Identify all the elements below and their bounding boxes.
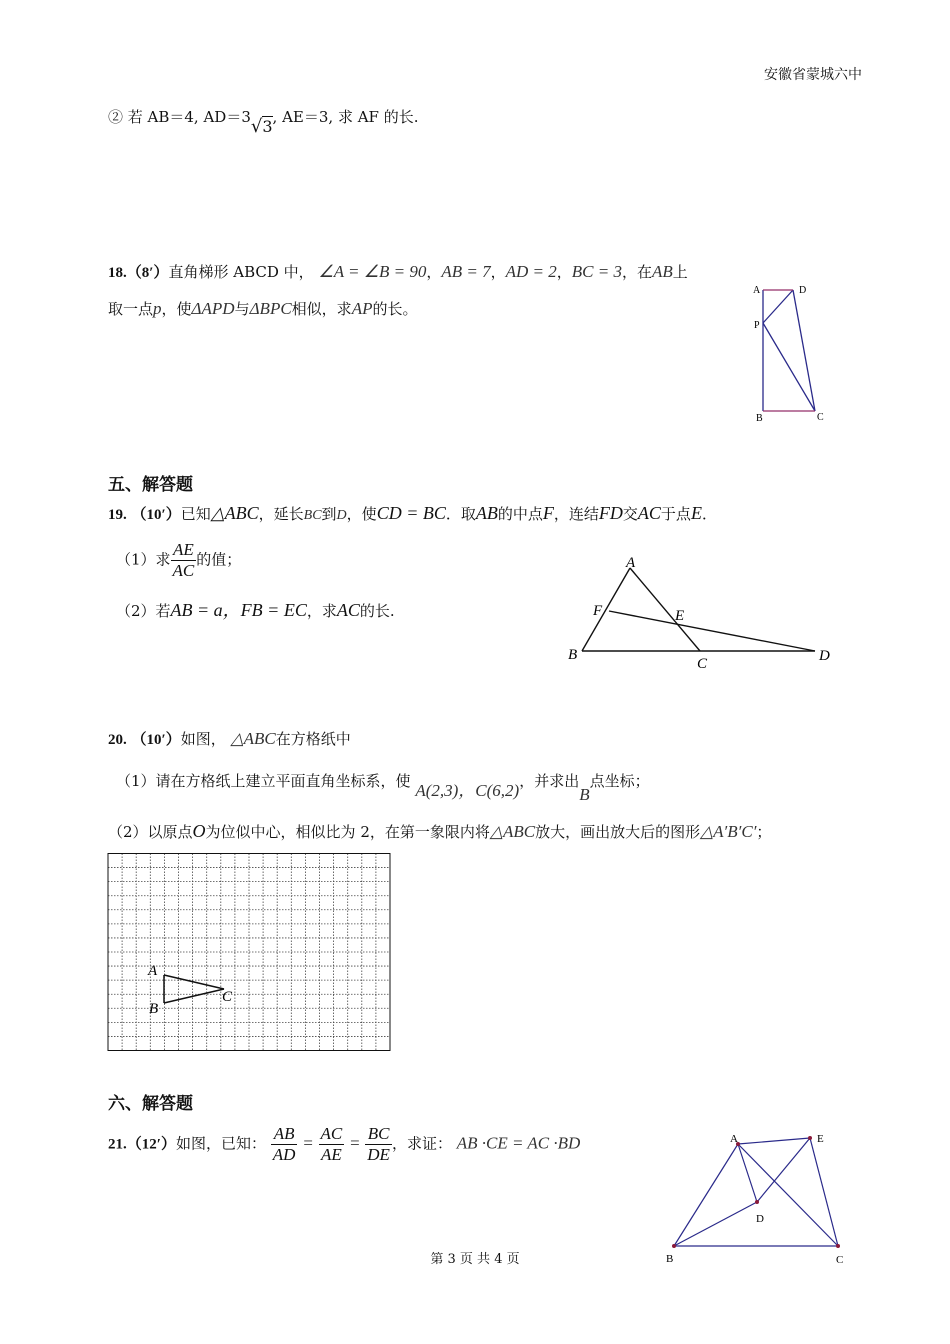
q18-tri1: ΔAPD — [191, 299, 235, 318]
q20-line1 — [108, 728, 351, 749]
q20-p2-o: O — [192, 821, 206, 841]
label-d: D — [799, 285, 807, 296]
q20-tri: △ABC — [230, 729, 276, 748]
q18-similar: 相似，求 — [291, 300, 352, 318]
label-a: A — [626, 555, 636, 571]
school-header: 安徽省蒙城六中 — [764, 67, 862, 83]
q18-text: 直角梯形 ABCD 中， — [168, 263, 314, 281]
q19-extend: ，延长 — [258, 505, 304, 523]
q17-part2 — [108, 106, 419, 137]
q18-number: 18. — [108, 265, 127, 281]
section-5-title: 五、解答题 — [108, 475, 193, 495]
q19-bc: BC — [303, 508, 322, 523]
q20-part2 — [108, 821, 771, 842]
q20-p1-suffix: 点坐标； — [589, 772, 650, 790]
label-c: C — [697, 656, 708, 672]
q19-at-point: 于点 — [660, 505, 691, 523]
q21-eq2: = — [349, 1133, 361, 1153]
q19-make: ，使 — [346, 505, 377, 523]
q21-frac3-den: DE — [367, 1145, 390, 1164]
label-b: B — [666, 1253, 674, 1265]
label-a: A — [753, 285, 761, 296]
q20-grid-figure — [106, 852, 396, 1054]
q18-figure — [745, 280, 835, 430]
q19-p2-prefix: （2）若 — [116, 602, 171, 620]
q19-f: F — [542, 503, 554, 523]
q19-fd: FD — [598, 503, 623, 523]
label-c: C — [222, 989, 233, 1005]
q21-text: 如图，已知： — [175, 1134, 266, 1153]
q18-ab: AB = 7 — [441, 262, 491, 281]
q19-known: 已知 — [180, 505, 211, 523]
q20-p2-mid: 为位似中心，相似比为 2，在第一象限内将 — [205, 823, 490, 841]
q18-line1: 18.（8′）直角梯形 ABCD 中， ∠A = ∠B = 90，AB = 7，AD = 2，BC = 3，在AB上 — [108, 262, 688, 281]
q19-fraction — [171, 540, 197, 581]
segment-ec — [810, 1138, 838, 1246]
segment-pd — [763, 290, 793, 323]
label-c: C — [836, 1254, 844, 1266]
q19-midpoint: 的中点 — [497, 505, 543, 523]
segment-ab — [674, 1144, 738, 1246]
q21-line — [108, 1124, 580, 1165]
q20-p2-tri: △ABC — [489, 822, 536, 841]
q21-eq1: = — [302, 1133, 314, 1153]
q18-p: p — [153, 299, 162, 318]
q17-prefix: ② 若 AB＝4, AD＝3 — [108, 108, 251, 126]
point-e — [808, 1136, 812, 1140]
segment-fd — [609, 611, 815, 651]
label-b: B — [756, 413, 763, 424]
q18-on-suffix: 上 — [672, 263, 688, 281]
q18-ad: AD = 2 — [505, 262, 557, 281]
q17-suffix: , AE＝3, 求 AF 的长. — [272, 108, 419, 126]
label-p: P — [754, 320, 760, 331]
q21-frac1 — [271, 1124, 298, 1165]
segment-bd — [674, 1202, 757, 1246]
q18-tail: 的长。 — [372, 300, 418, 318]
q18-with: 与 — [234, 300, 250, 318]
page-footer: 第 3 页 共 4 页 — [430, 1252, 520, 1267]
q20-text: 如图， — [180, 730, 226, 748]
label-a: A — [730, 1133, 738, 1145]
q18-line2-b: ，使 — [161, 300, 192, 318]
label-b: B — [149, 1001, 159, 1017]
q18-on-ab: AB — [652, 262, 673, 281]
q18-on-prefix: 在 — [637, 263, 653, 281]
q20-score: （10′） — [131, 732, 181, 748]
segment-ae — [738, 1138, 810, 1144]
q18-line2-a: 取一点 — [108, 300, 154, 318]
q19-part2 — [116, 596, 395, 622]
q18-bc: BC = 3 — [571, 262, 622, 281]
q20-p1-prefix: （1）请在方格纸上建立平面直角坐标系，使 — [116, 772, 411, 790]
q19-p1-suffix: 的值； — [196, 550, 242, 569]
segment-ac — [630, 568, 700, 651]
q19-figure — [560, 552, 850, 672]
q19-frac-num: AE — [171, 540, 197, 561]
q20-p1-coords: A(2,3)，C(6,2) — [415, 781, 520, 800]
q21-claim: AB ·CE = AC ·BD — [456, 1133, 581, 1153]
q19-e: E — [690, 503, 702, 523]
q20-p2-tri2: △A′B′C′ — [700, 822, 757, 841]
q21-prove: ，求证： — [391, 1134, 452, 1153]
q19-p2-ac: AC — [336, 600, 360, 620]
segment-ad — [738, 1144, 757, 1202]
segment-ab — [582, 568, 630, 651]
q20-p2-end: ； — [756, 823, 772, 841]
label-d: D — [819, 648, 830, 664]
label-d: D — [756, 1213, 764, 1225]
q21-frac3 — [365, 1124, 392, 1165]
q19-p1-prefix: （1）求 — [116, 550, 171, 569]
segment-ed — [757, 1138, 810, 1202]
q18-line2 — [108, 298, 417, 319]
q21-frac2-den: AE — [320, 1145, 342, 1164]
label-e: E — [817, 1133, 824, 1145]
q19-end: ． — [701, 505, 717, 523]
q19-line1 — [108, 503, 717, 524]
q21-score: （12′） — [126, 1136, 176, 1153]
grid-lines — [108, 854, 390, 1051]
q18-angle: ∠A = ∠B = 90 — [318, 262, 427, 281]
q19-ab: AB — [475, 503, 498, 523]
q19-number: 19. — [108, 507, 127, 523]
q19-score: （10′） — [131, 507, 181, 523]
section-6-title: 六、解答题 — [108, 1094, 193, 1114]
q19-p2-suffix: 的长. — [359, 602, 395, 620]
label-c: C — [817, 412, 824, 423]
q19-connect: ，连结 — [553, 505, 599, 523]
sqrt-radicand: 3 — [262, 117, 273, 136]
q21-frac2-num: AC — [320, 1124, 343, 1143]
q19-ac: AC — [637, 503, 661, 523]
q20-p1-b: B — [579, 785, 590, 804]
q21-frac1-den: AD — [272, 1145, 296, 1164]
label-a: A — [148, 963, 158, 979]
q19-p2-mid: ，求 — [306, 602, 337, 620]
label-f: F — [593, 603, 603, 619]
q18-score: （8′） — [126, 265, 169, 281]
sqrt-expression: √3 — [250, 116, 273, 137]
q19-cross: 交 — [622, 505, 638, 523]
q21-frac3-num: BC — [365, 1124, 392, 1145]
q21-frac1-num: AB — [271, 1124, 298, 1145]
q19-frac-den: AC — [172, 561, 195, 580]
label-b: B — [568, 647, 578, 663]
q20-tail: 在方格纸中 — [275, 730, 351, 748]
q19-d: D — [336, 508, 347, 523]
q20-part1 — [116, 766, 650, 804]
segment-bc — [164, 989, 224, 1003]
q20-p2-mid2: 放大，画出放大后的图形 — [535, 823, 701, 841]
q19-take: ．取 — [445, 505, 476, 523]
q18-tri2: ΔBPC — [249, 299, 292, 318]
q21-number: 21. — [108, 1136, 127, 1153]
segment-ac — [164, 975, 224, 989]
segment-ac — [738, 1144, 838, 1246]
label-e: E — [675, 608, 685, 624]
point-d — [755, 1200, 759, 1204]
q18-ap: AP — [351, 299, 373, 318]
q19-tri: △ABC — [210, 503, 259, 523]
q20-number: 20. — [108, 732, 127, 748]
q20-p1-mid: ，并求出 — [519, 772, 580, 790]
q20-p2-prefix: （2）以原点 — [108, 823, 193, 841]
q19-cond: CD = BC — [376, 503, 446, 523]
q19-part1 — [116, 540, 241, 581]
q19-p2-cond: AB = a，FB = EC — [170, 600, 307, 620]
q19-to: 到 — [321, 505, 337, 523]
q21-frac2 — [319, 1124, 345, 1165]
